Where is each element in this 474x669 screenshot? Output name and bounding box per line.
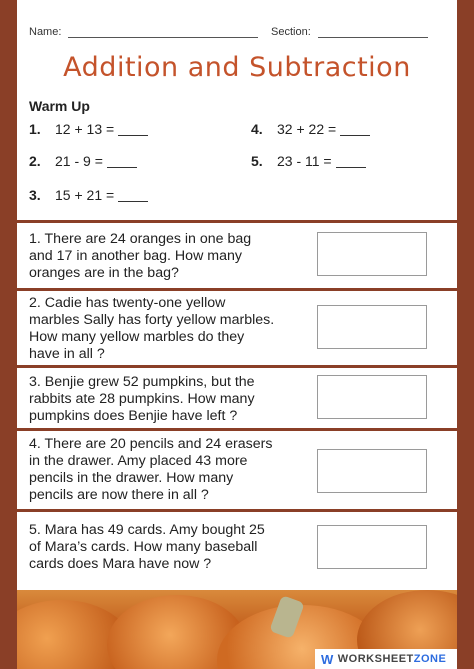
item-number: 2. bbox=[29, 153, 41, 169]
warm-up-item bbox=[29, 153, 137, 169]
page-title: Addition and Subtraction bbox=[63, 52, 411, 83]
answer-blank[interactable] bbox=[336, 167, 366, 168]
warm-up-item bbox=[29, 121, 148, 137]
answer-box-3[interactable] bbox=[317, 375, 427, 419]
problem-line: have in all ? bbox=[29, 346, 105, 362]
name-field-row bbox=[29, 26, 258, 38]
answer-blank[interactable] bbox=[118, 201, 148, 202]
section-label: Section: bbox=[271, 26, 311, 38]
problem-line: oranges are in the bag? bbox=[29, 265, 179, 281]
warm-up-label: Warm Up bbox=[29, 98, 90, 114]
answer-box-4[interactable] bbox=[317, 449, 427, 493]
problem-line: and 17 in another bag. How many bbox=[29, 248, 242, 264]
item-number: 3. bbox=[29, 187, 41, 203]
item-number: 5. bbox=[251, 153, 263, 169]
problem-line: 1. There are 24 oranges in one bag bbox=[29, 231, 252, 247]
item-expression: 21 - 9 = bbox=[55, 153, 103, 169]
divider bbox=[17, 288, 457, 291]
name-label: Name: bbox=[29, 26, 62, 38]
answer-blank[interactable] bbox=[340, 135, 370, 136]
item-number: 4. bbox=[251, 121, 263, 137]
problem-line: marbles Sally has forty yellow marbles. bbox=[29, 312, 275, 328]
answer-blank[interactable] bbox=[118, 135, 148, 136]
word-problem-3 bbox=[29, 374, 319, 425]
problem-line: of Mara’s cards. How many baseball bbox=[29, 539, 258, 555]
worksheet-page bbox=[17, 0, 457, 590]
section-field-row bbox=[271, 26, 428, 38]
divider bbox=[17, 220, 457, 223]
item-expression: 32 + 22 = bbox=[277, 121, 337, 137]
logo-text-a: WORKSHEET bbox=[337, 653, 414, 665]
problem-line: pumpkins does Benjie have left ? bbox=[29, 408, 238, 424]
problem-line: pencils are now there in all ? bbox=[29, 487, 209, 503]
answer-box-2[interactable] bbox=[317, 305, 427, 349]
section-blank[interactable] bbox=[318, 37, 428, 38]
answer-blank[interactable] bbox=[107, 167, 137, 168]
word-problem-2 bbox=[29, 295, 319, 363]
warm-up-item bbox=[251, 153, 366, 169]
logo-mark-icon: W bbox=[321, 651, 334, 667]
item-expression: 23 - 11 = bbox=[277, 153, 332, 169]
problem-line: pencils in the drawer. How many bbox=[29, 470, 234, 486]
problem-line: 3. Benjie grew 52 pumpkins, but the bbox=[29, 374, 255, 390]
item-number: 1. bbox=[29, 121, 41, 137]
warm-up-item bbox=[251, 121, 370, 137]
answer-box-1[interactable] bbox=[317, 232, 427, 276]
worksheetzone-logo bbox=[315, 649, 457, 669]
problem-line: 5. Mara has 49 cards. Amy bought 25 bbox=[29, 522, 265, 538]
problem-line: rabbits ate 28 pumpkins. How many bbox=[29, 391, 255, 407]
divider bbox=[17, 509, 457, 512]
word-problem-1 bbox=[29, 231, 319, 282]
word-problem-4 bbox=[29, 436, 319, 504]
problem-line: How many yellow marbles do they bbox=[29, 329, 245, 345]
problem-line: 4. There are 20 pencils and 24 erasers bbox=[29, 436, 273, 452]
logo-text-b: ZONE bbox=[413, 653, 447, 665]
problem-line: 2. Cadie has twenty-one yellow bbox=[29, 295, 226, 311]
divider bbox=[17, 365, 457, 368]
item-expression: 15 + 21 = bbox=[55, 187, 115, 203]
answer-box-5[interactable] bbox=[317, 525, 427, 569]
name-blank[interactable] bbox=[68, 37, 258, 38]
item-expression: 12 + 13 = bbox=[55, 121, 115, 137]
warm-up-item bbox=[29, 187, 148, 203]
word-problem-5 bbox=[29, 522, 319, 573]
divider bbox=[17, 428, 457, 431]
pumpkin-photo bbox=[17, 590, 457, 669]
problem-line: in the drawer. Amy placed 43 more bbox=[29, 453, 248, 469]
problem-line: cards does Mara have now ? bbox=[29, 556, 212, 572]
